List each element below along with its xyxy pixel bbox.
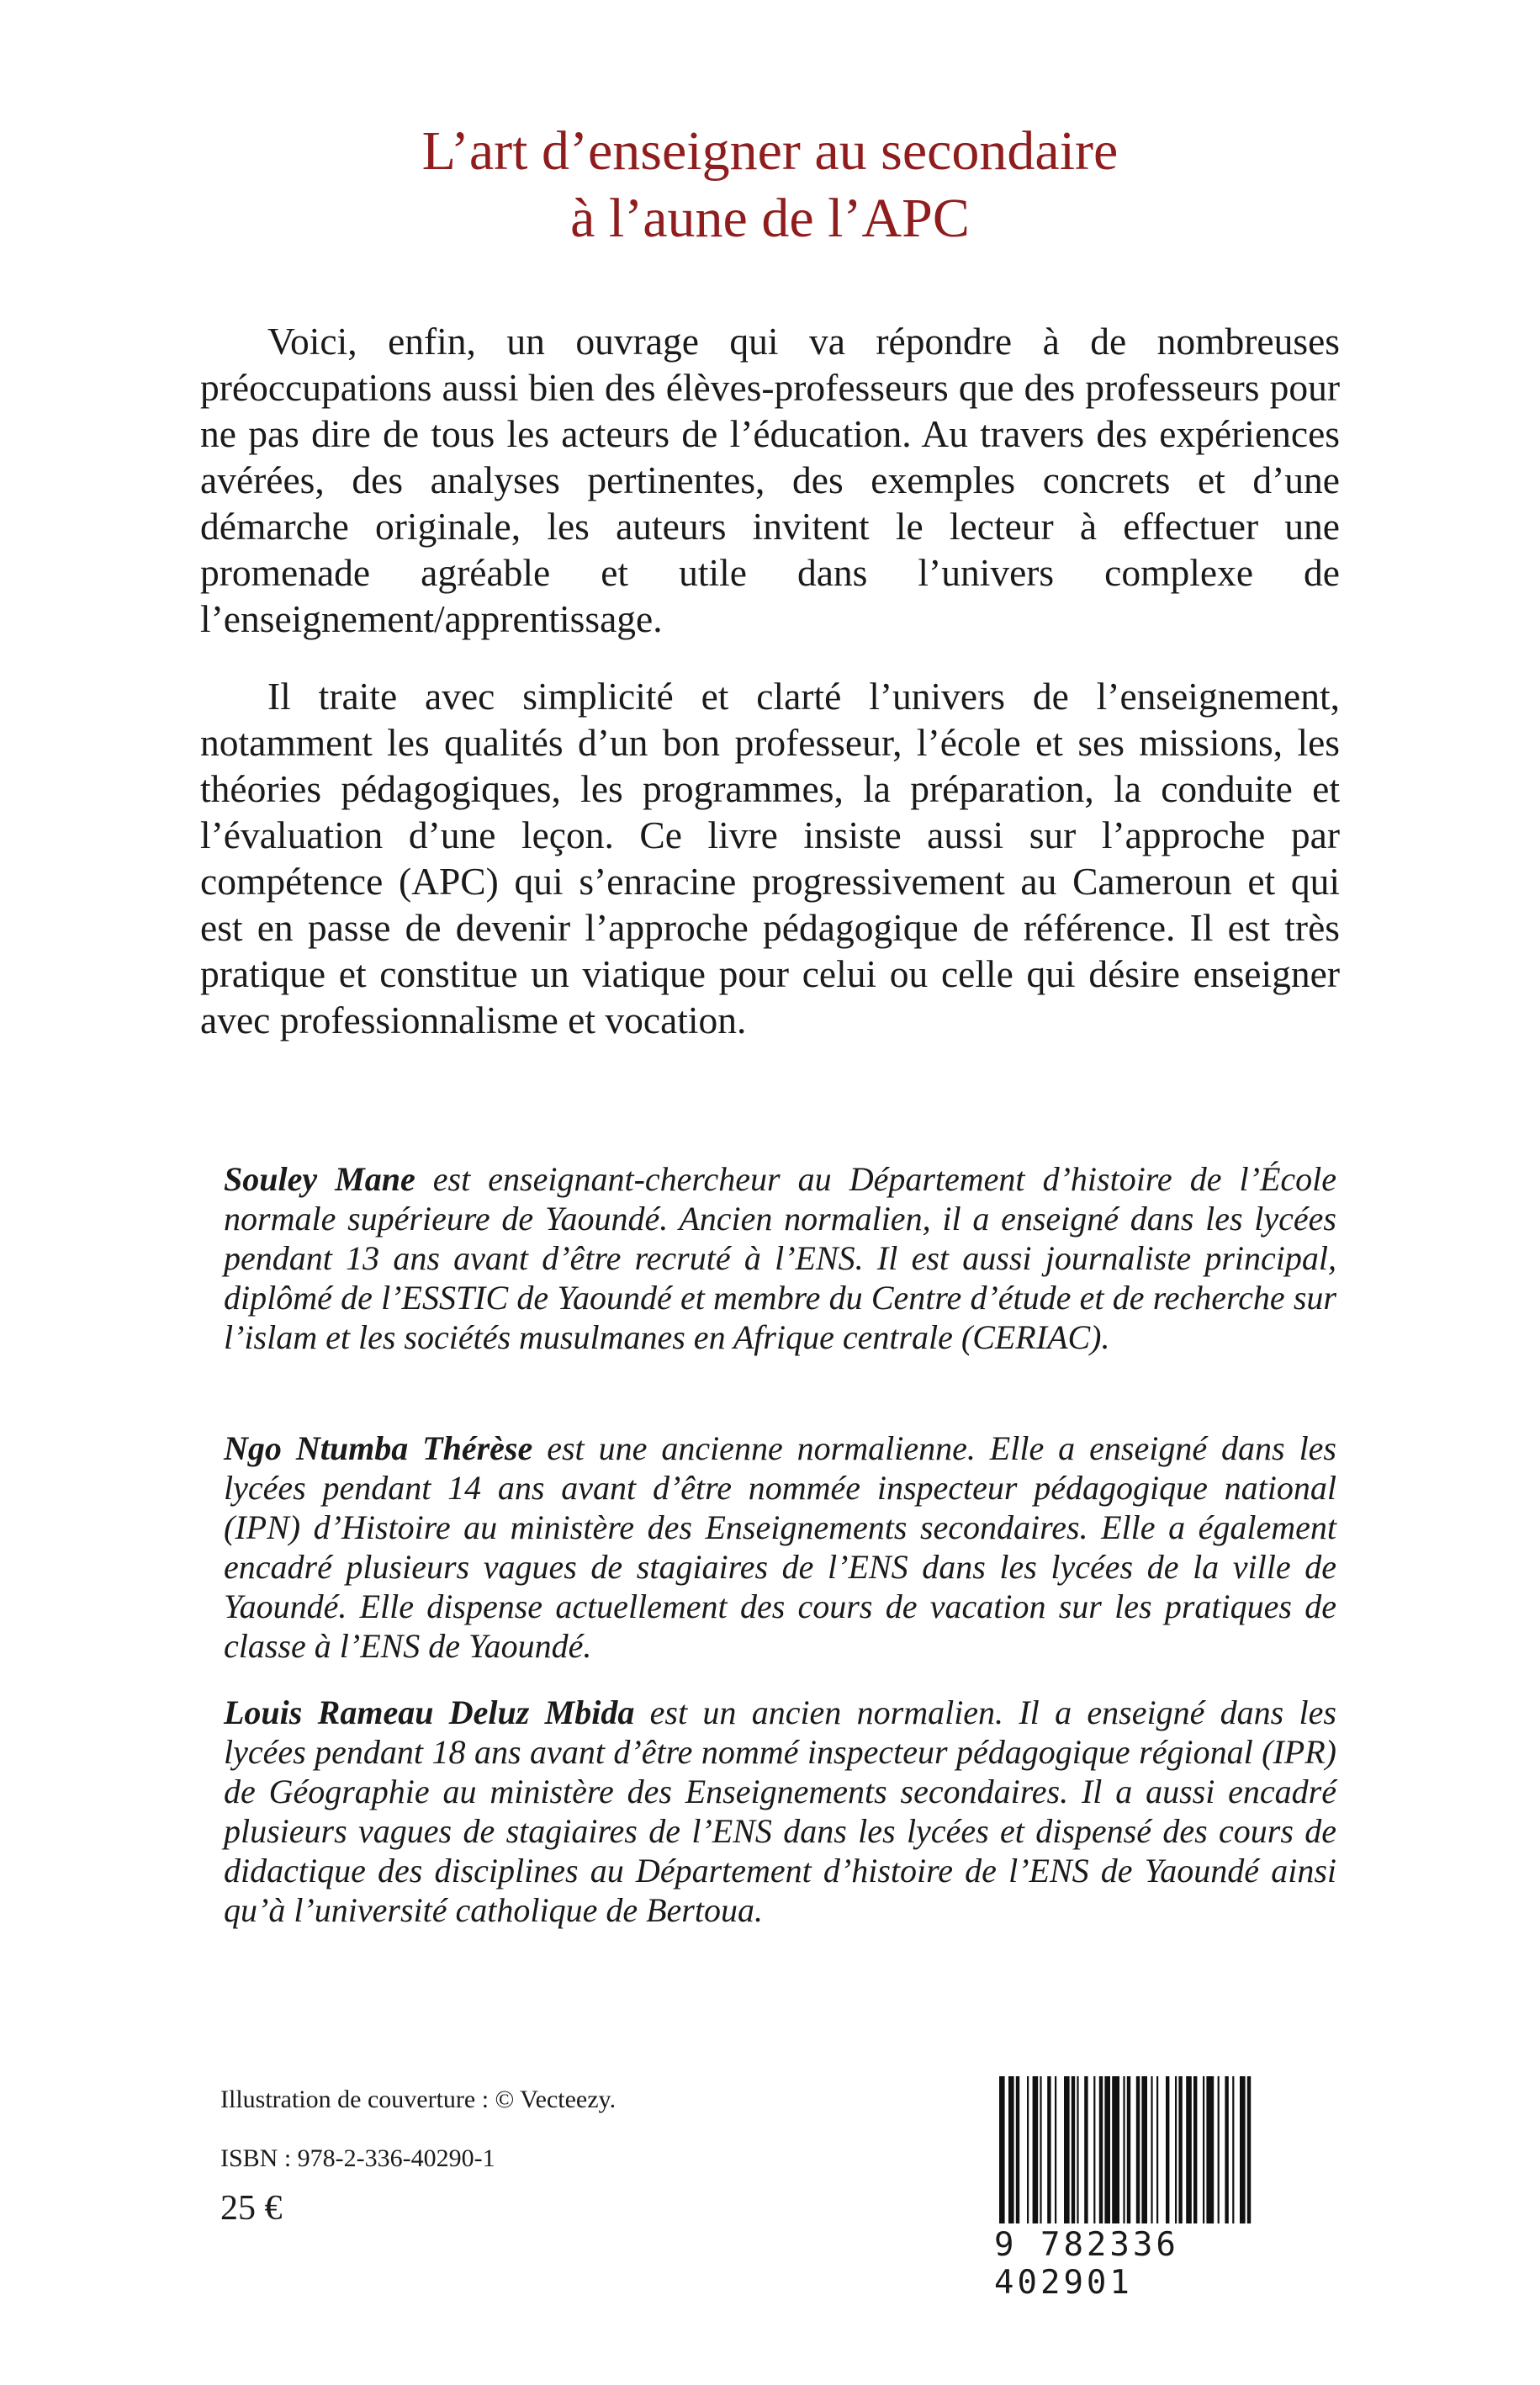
- price: 25 €: [220, 2189, 283, 2228]
- barcode-bar: [1240, 2076, 1246, 2223]
- barcode-bar: [1178, 2076, 1182, 2223]
- barcode-bars: [992, 2076, 1329, 2228]
- barcode-bar: [1008, 2076, 1014, 2223]
- barcode-bar: [1072, 2076, 1075, 2223]
- barcode-bar: [1027, 2076, 1029, 2223]
- barcode-bar: [1175, 2076, 1177, 2223]
- author-bio-1: [224, 1159, 1336, 1357]
- barcode-bar: [1099, 2076, 1103, 2223]
- isbn: ISBN : 978-2-336-40290-1: [220, 2144, 495, 2172]
- barcode-bar: [1123, 2076, 1125, 2223]
- author-name: Louis Rameau Deluz Mbida: [224, 1693, 635, 1731]
- summary-text-1: Voici, enfin, un ouvrage qui va répondre à de nombreuses préoccupations aussi bien des élèves-professeurs que des professeurs pour ne pas dire de tous les acteurs de l’éducation. Au travers des expériences avérées, des analyses pertinentes, des exemples concrets et d’une démarche originale, les auteurs invitent le lecteur à effectuer une promenade agréable et utile dans l’univers complexe de l’enseignement/apprentissage.: [200, 320, 1340, 640]
- barcode-bar: [1166, 2076, 1169, 2223]
- barcode-bar: [1084, 2076, 1088, 2223]
- barcode-bar: [1104, 2076, 1110, 2223]
- barcode-bar: [1151, 2076, 1152, 2223]
- barcode-bar: [1218, 2076, 1220, 2223]
- barcode-bar: [1203, 2076, 1204, 2223]
- barcode-bar: [1112, 2076, 1119, 2223]
- author-bio-text: est un ancien normalien. Il a enseigné dans les lycées pendant 18 ans avant d’être nommé inspecteur pédagogique régional (IPR) de Géographie au ministère des Enseignements secondaires. Il a aussi encadré plusieurs vagues de stagiaires de l’ENS dans les lycées et dispensé des cours de didactique des disciplines au Département d’histoire de l’ENS de Yaoundé ainsi qu’à l’université catholique de Bertoua.: [224, 1693, 1336, 1929]
- barcode-bar: [1193, 2076, 1197, 2223]
- barcode: [992, 2076, 1329, 2302]
- barcode-bar: [1055, 2076, 1056, 2223]
- author-bio-3: [224, 1693, 1336, 1930]
- barcode-bar: [1016, 2076, 1019, 2223]
- author-bio-2: [224, 1428, 1336, 1666]
- barcode-bar: [1141, 2076, 1147, 2223]
- cover-credit: Illustration de couverture : © Vecteezy.: [220, 2086, 617, 2113]
- barcode-bar: [1225, 2076, 1228, 2223]
- barcode-bar: [1156, 2076, 1158, 2223]
- summary-paragraph-2: [200, 673, 1340, 1043]
- barcode-bar: [1093, 2076, 1095, 2223]
- barcode-bar: [1186, 2076, 1192, 2223]
- barcode-bar: [1077, 2076, 1078, 2223]
- summary-text-2: Il traite avec simplicité et clarté l’univers de l’enseignement, notamment les qualités d’un bon professeur, l’école et ses missions, les théories pédagogiques, les programmes, la préparation, la conduite et l’évaluation d’une leçon. Ce livre insiste aussi sur l’approche par compétence (APC) qui s’enracine progressivement au Cameroun et qui est en passe de devenir l’approche pédagogique de référence. Il est très pratique et constitue un viatique pour celui ou celle qui désire enseigner avec professionnalisme et vocation.: [200, 675, 1340, 1041]
- barcode-bar: [1206, 2076, 1214, 2223]
- author-bio-text: est une ancienne normalienne. Elle a enseigné dans les lycées pendant 14 ans avant d’être nommée inspecteur pédagogique national (IPN) d’Histoire au ministère des Enseignements secondaires. Elle a également encadré plusieurs vagues de stagiaires de l’ENS dans les lycées de la ville de Yaoundé. Elle dispense actuellement des cours de vacation sur les pratiques de classe à l’ENS de Yaoundé.: [224, 1429, 1336, 1665]
- barcode-bar: [1247, 2076, 1251, 2223]
- title-line-2: à l’aune de l’APC: [570, 188, 970, 249]
- author-bio-text: est enseignant-chercheur au Département d’histoire de l’École normale supérieure de Yaoundé. Ancien normalien, il a enseigné dans les lycées pendant 13 ans avant d’être recruté à l’ENS. Il est aussi journaliste principal, diplômé de l’ESSTIC de Yaoundé et membre du Centre d’étude et de recherche sur l’islam et les sociétés musulmanes en Afrique centrale (CERIAC).: [224, 1160, 1336, 1356]
- barcode-digits: 9 782336 402901: [994, 2226, 1179, 2302]
- barcode-bar: [1064, 2076, 1070, 2223]
- barcode-bar: [1136, 2076, 1140, 2223]
- title-line-1: L’art d’enseigner au secondaire: [421, 120, 1119, 182]
- barcode-bar: [999, 2076, 1005, 2223]
- book-title: [0, 118, 1540, 252]
- barcode-bar: [1232, 2076, 1234, 2223]
- summary-paragraph-1: [200, 318, 1340, 642]
- author-name: Souley Mane: [224, 1160, 415, 1198]
- barcode-bar: [1047, 2076, 1050, 2223]
- barcode-bar: [1127, 2076, 1130, 2223]
- author-name: Ngo Ntumba Thérèse: [224, 1429, 533, 1467]
- barcode-bar: [1040, 2076, 1041, 2223]
- barcode-bar: [1033, 2076, 1039, 2223]
